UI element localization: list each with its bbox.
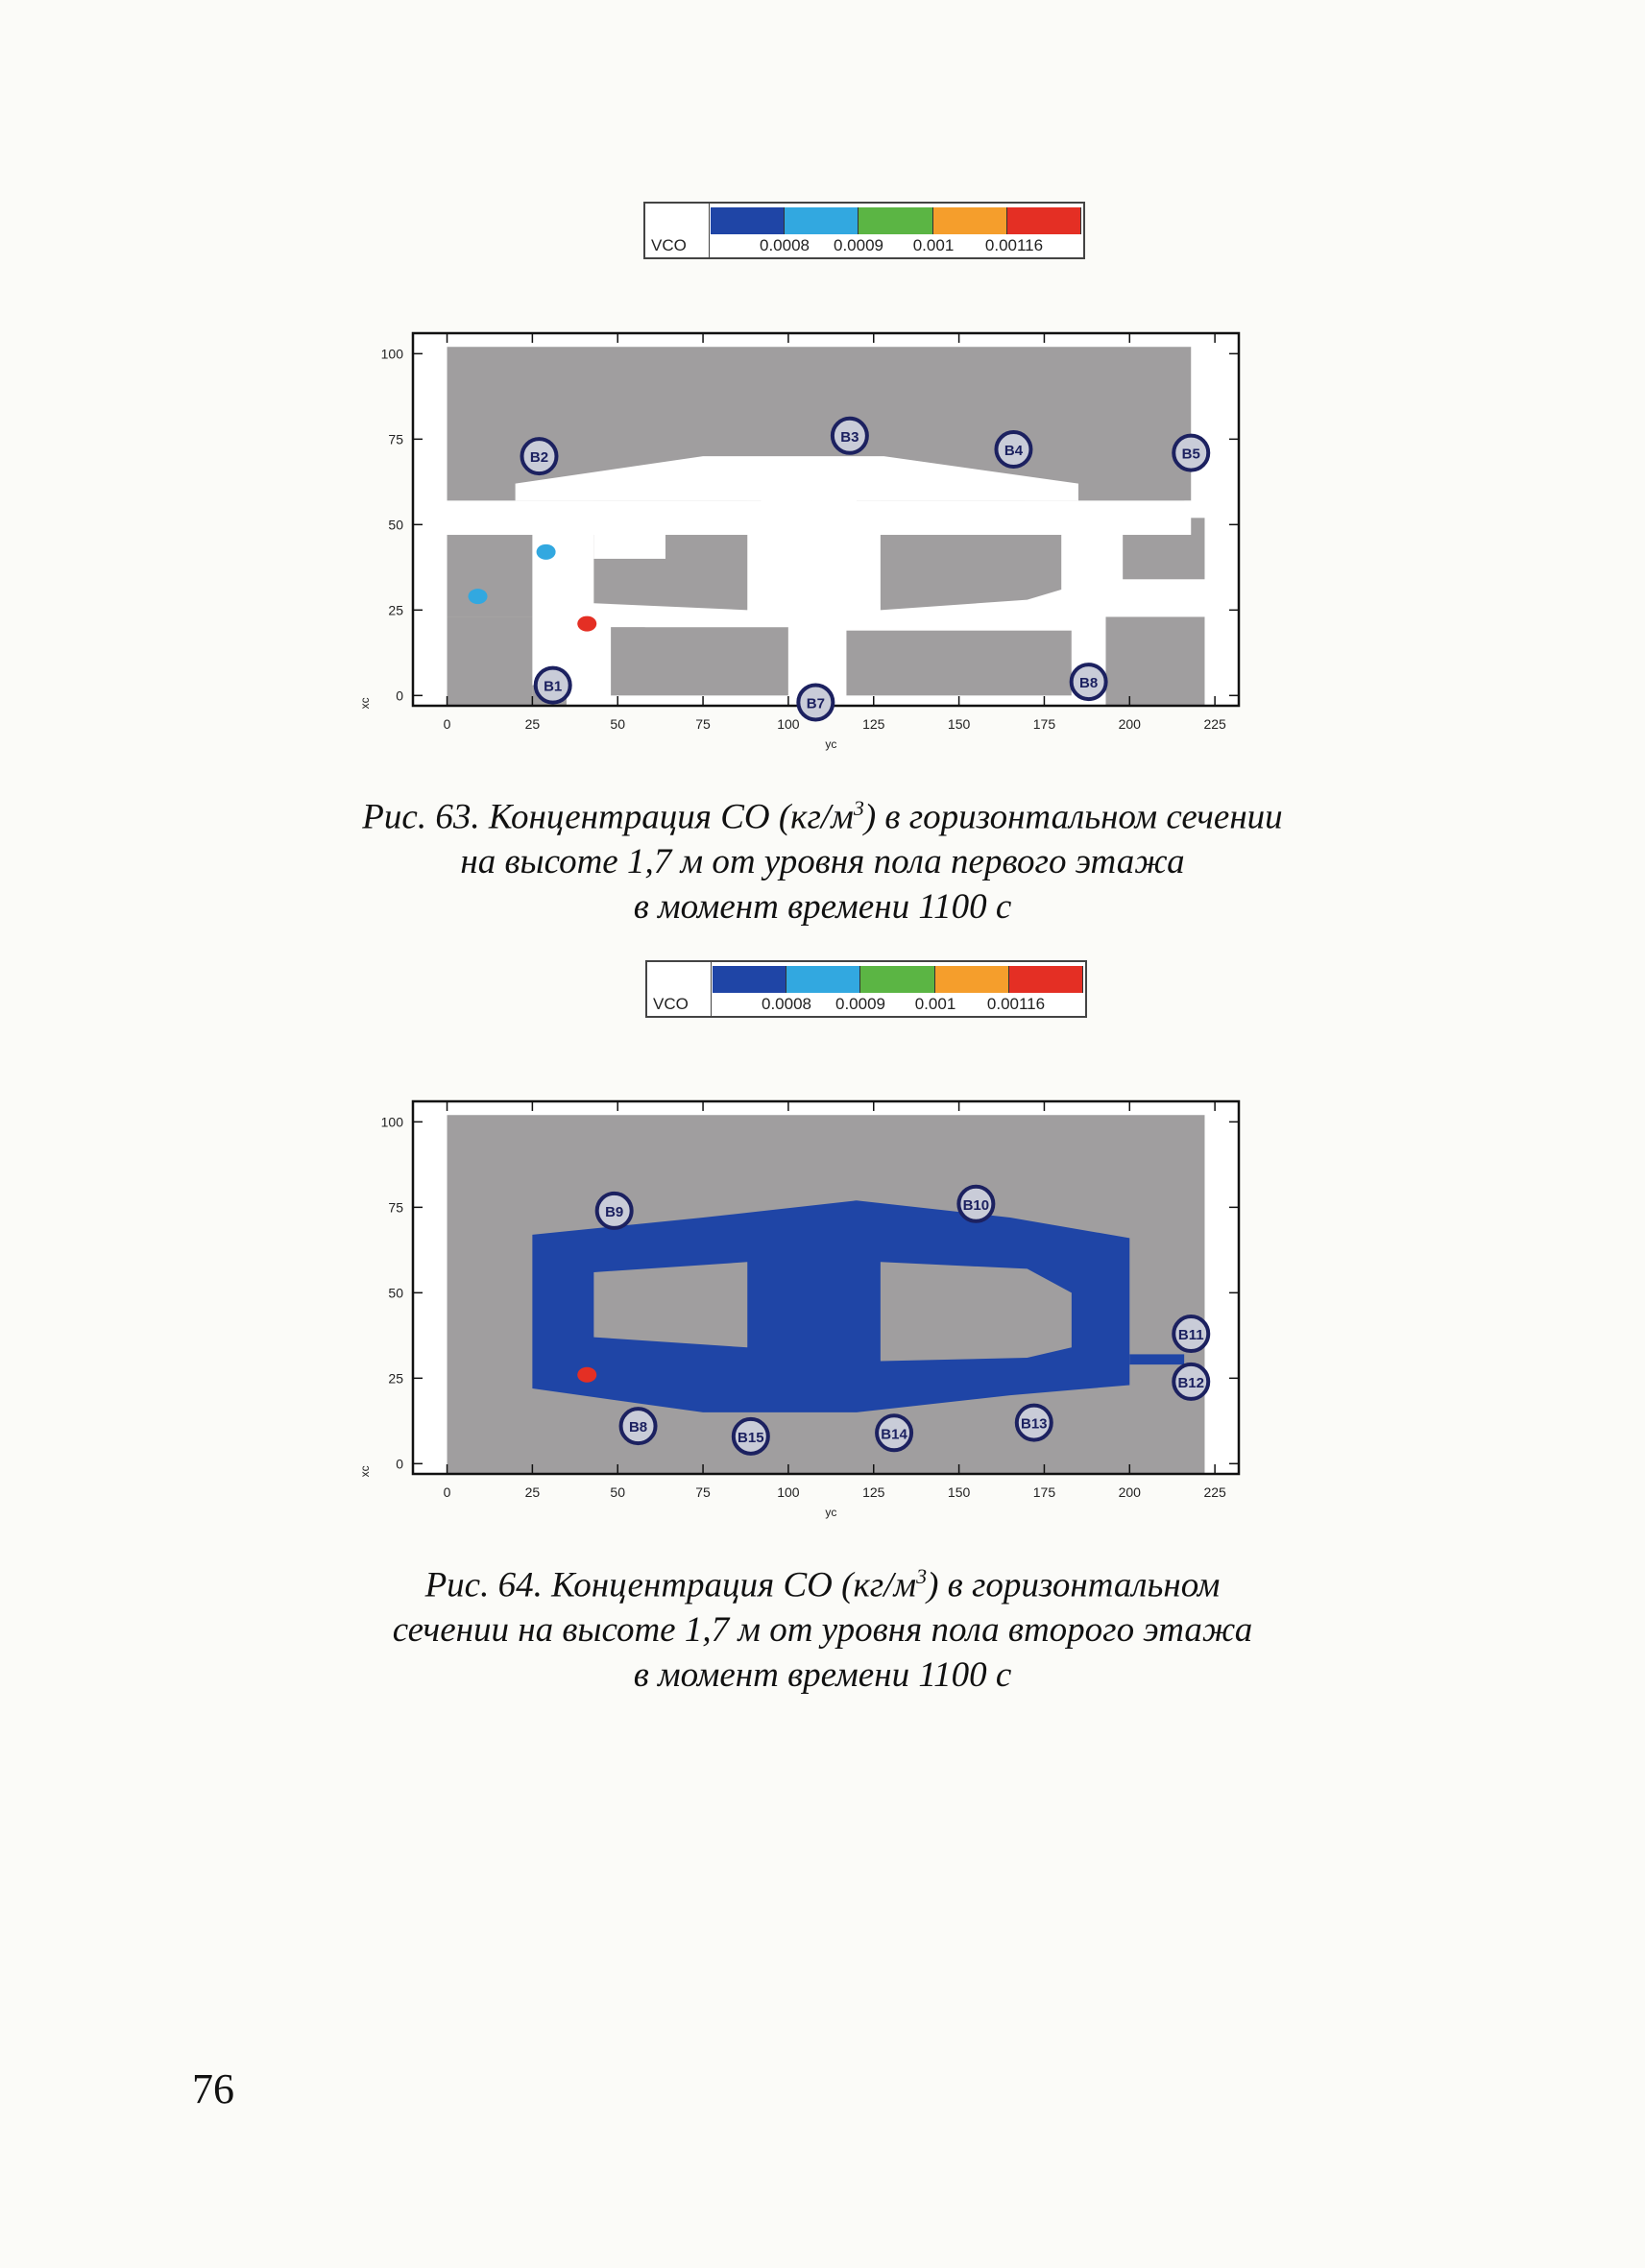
obstacle xyxy=(593,1262,747,1347)
color-swatch xyxy=(935,966,1009,993)
color-swatch xyxy=(785,207,859,234)
y-tick-label: 50 xyxy=(388,1285,403,1301)
sensor-label: B3 xyxy=(840,428,859,446)
color-swatch xyxy=(786,966,860,993)
color-swatch xyxy=(933,207,1007,234)
caption-line: в момент времени 1100 с xyxy=(633,887,1012,928)
sensor-label: B12 xyxy=(1177,1374,1205,1391)
caption-line: в момент времени 1100 с xyxy=(633,1655,1012,1696)
caption-sup: 3 xyxy=(853,796,864,820)
x-tick-label: 200 xyxy=(1118,1484,1141,1500)
legend-tick: 0.0008 xyxy=(762,995,811,1013)
legend-tick: 0.001 xyxy=(914,995,956,1013)
obstacle xyxy=(1105,616,1204,706)
color-swatch xyxy=(859,207,932,234)
legend-tick: 0.0009 xyxy=(835,995,885,1013)
color-scale xyxy=(713,966,1083,993)
y-tick-label: 100 xyxy=(380,1114,403,1130)
caption-line: Рис. 63. Концентрация СО (кг/м xyxy=(362,797,854,837)
sensor-label: B2 xyxy=(529,449,549,467)
co-region xyxy=(1129,1354,1184,1364)
x-tick-label: 0 xyxy=(443,1484,451,1500)
plot-fig63 xyxy=(355,312,1268,754)
obstacle xyxy=(448,616,533,706)
legend-tick: 0.00116 xyxy=(984,236,1044,254)
caption-sup: 3 xyxy=(916,1564,928,1588)
y-tick-label: 0 xyxy=(396,688,403,704)
x-tick-label: 225 xyxy=(1203,716,1226,732)
legend-fig64 xyxy=(645,960,1087,1018)
caption-fig63 xyxy=(0,785,1645,929)
x-tick-label: 175 xyxy=(1032,1484,1056,1500)
sensor-label: B8 xyxy=(1079,675,1099,692)
y-tick-label: 75 xyxy=(388,1199,403,1216)
legend-tick: 0.0008 xyxy=(760,236,810,254)
caption-line: на высоте 1,7 м от уровня пола первого этажа xyxy=(460,842,1185,882)
sensor-label: B14 xyxy=(881,1426,907,1443)
caption-line: сечении на высоте 1,7 м от уровня пола второго этажа xyxy=(392,1610,1253,1651)
sensor-label: B9 xyxy=(605,1203,624,1220)
color-swatch xyxy=(711,207,785,234)
obstacle xyxy=(846,631,1072,696)
y-tick-label: 0 xyxy=(396,1456,403,1472)
y-tick-label: 25 xyxy=(388,1370,403,1387)
x-tick-label: 0 xyxy=(443,716,451,732)
sensor-label: B11 xyxy=(1177,1327,1204,1344)
concentration-spot xyxy=(577,616,596,632)
x-axis-label: yc xyxy=(825,1506,837,1519)
legend-divider xyxy=(711,962,712,1016)
color-swatch xyxy=(1009,966,1083,993)
x-tick-label: 75 xyxy=(695,716,711,732)
concentration-spot xyxy=(537,544,556,560)
caption-fig64 xyxy=(0,1554,1645,1698)
page-number: 76 xyxy=(192,2065,234,2112)
sensor-label: B1 xyxy=(544,678,563,695)
x-tick-label: 50 xyxy=(610,716,626,732)
corridor xyxy=(645,614,1045,627)
color-swatch xyxy=(713,966,786,993)
color-swatch xyxy=(860,966,934,993)
x-tick-label: 125 xyxy=(862,716,885,732)
legend-variable: VCO xyxy=(651,236,687,254)
x-tick-label: 100 xyxy=(777,716,800,732)
x-tick-label: 50 xyxy=(610,1484,626,1500)
legend-tick: 0.0009 xyxy=(834,236,883,254)
sensor-label: B10 xyxy=(962,1196,990,1214)
x-tick-label: 75 xyxy=(695,1484,711,1500)
x-axis-label: yc xyxy=(825,737,837,751)
y-axis-label: xc xyxy=(358,697,372,710)
caption-line: Рис. 64. Концентрация СО (кг/м xyxy=(424,1565,917,1605)
y-tick-label: 100 xyxy=(380,346,403,362)
color-scale xyxy=(711,207,1081,234)
corridor xyxy=(812,497,857,610)
sensor-label: B7 xyxy=(806,695,825,712)
x-tick-label: 125 xyxy=(862,1484,885,1500)
x-tick-label: 150 xyxy=(947,716,971,732)
sensor-label: B13 xyxy=(1021,1415,1048,1433)
sensor-label: B4 xyxy=(1004,443,1024,460)
x-tick-label: 225 xyxy=(1203,1484,1226,1500)
concentration-spot xyxy=(577,1367,596,1383)
x-tick-label: 175 xyxy=(1032,716,1056,732)
sensor-label: B8 xyxy=(628,1419,648,1436)
corridor xyxy=(761,497,811,617)
x-tick-label: 150 xyxy=(947,1484,971,1500)
x-tick-label: 200 xyxy=(1118,716,1141,732)
sensor-label: B15 xyxy=(738,1429,764,1446)
caption-line: ) в горизонтальном xyxy=(927,1565,1221,1605)
legend-divider xyxy=(709,204,710,257)
caption-line: ) в горизонтальном сечении xyxy=(863,797,1283,837)
legend-variable: VCO xyxy=(653,995,689,1013)
obstacle xyxy=(448,535,533,616)
y-tick-label: 25 xyxy=(388,602,403,618)
obstacle xyxy=(611,627,788,695)
sensor-label: B5 xyxy=(1181,446,1200,463)
y-axis-label: xc xyxy=(358,1465,372,1478)
concentration-spot xyxy=(469,589,488,604)
legend-fig63 xyxy=(643,202,1085,259)
x-tick-label: 25 xyxy=(524,716,541,732)
plot-fig64 xyxy=(355,1080,1268,1522)
x-tick-label: 100 xyxy=(777,1484,800,1500)
y-tick-label: 50 xyxy=(388,517,403,533)
y-tick-label: 75 xyxy=(388,431,403,447)
x-tick-label: 25 xyxy=(524,1484,541,1500)
corridor xyxy=(1184,500,1204,518)
color-swatch xyxy=(1007,207,1081,234)
legend-tick: 0.00116 xyxy=(986,995,1046,1013)
legend-tick: 0.001 xyxy=(912,236,955,254)
